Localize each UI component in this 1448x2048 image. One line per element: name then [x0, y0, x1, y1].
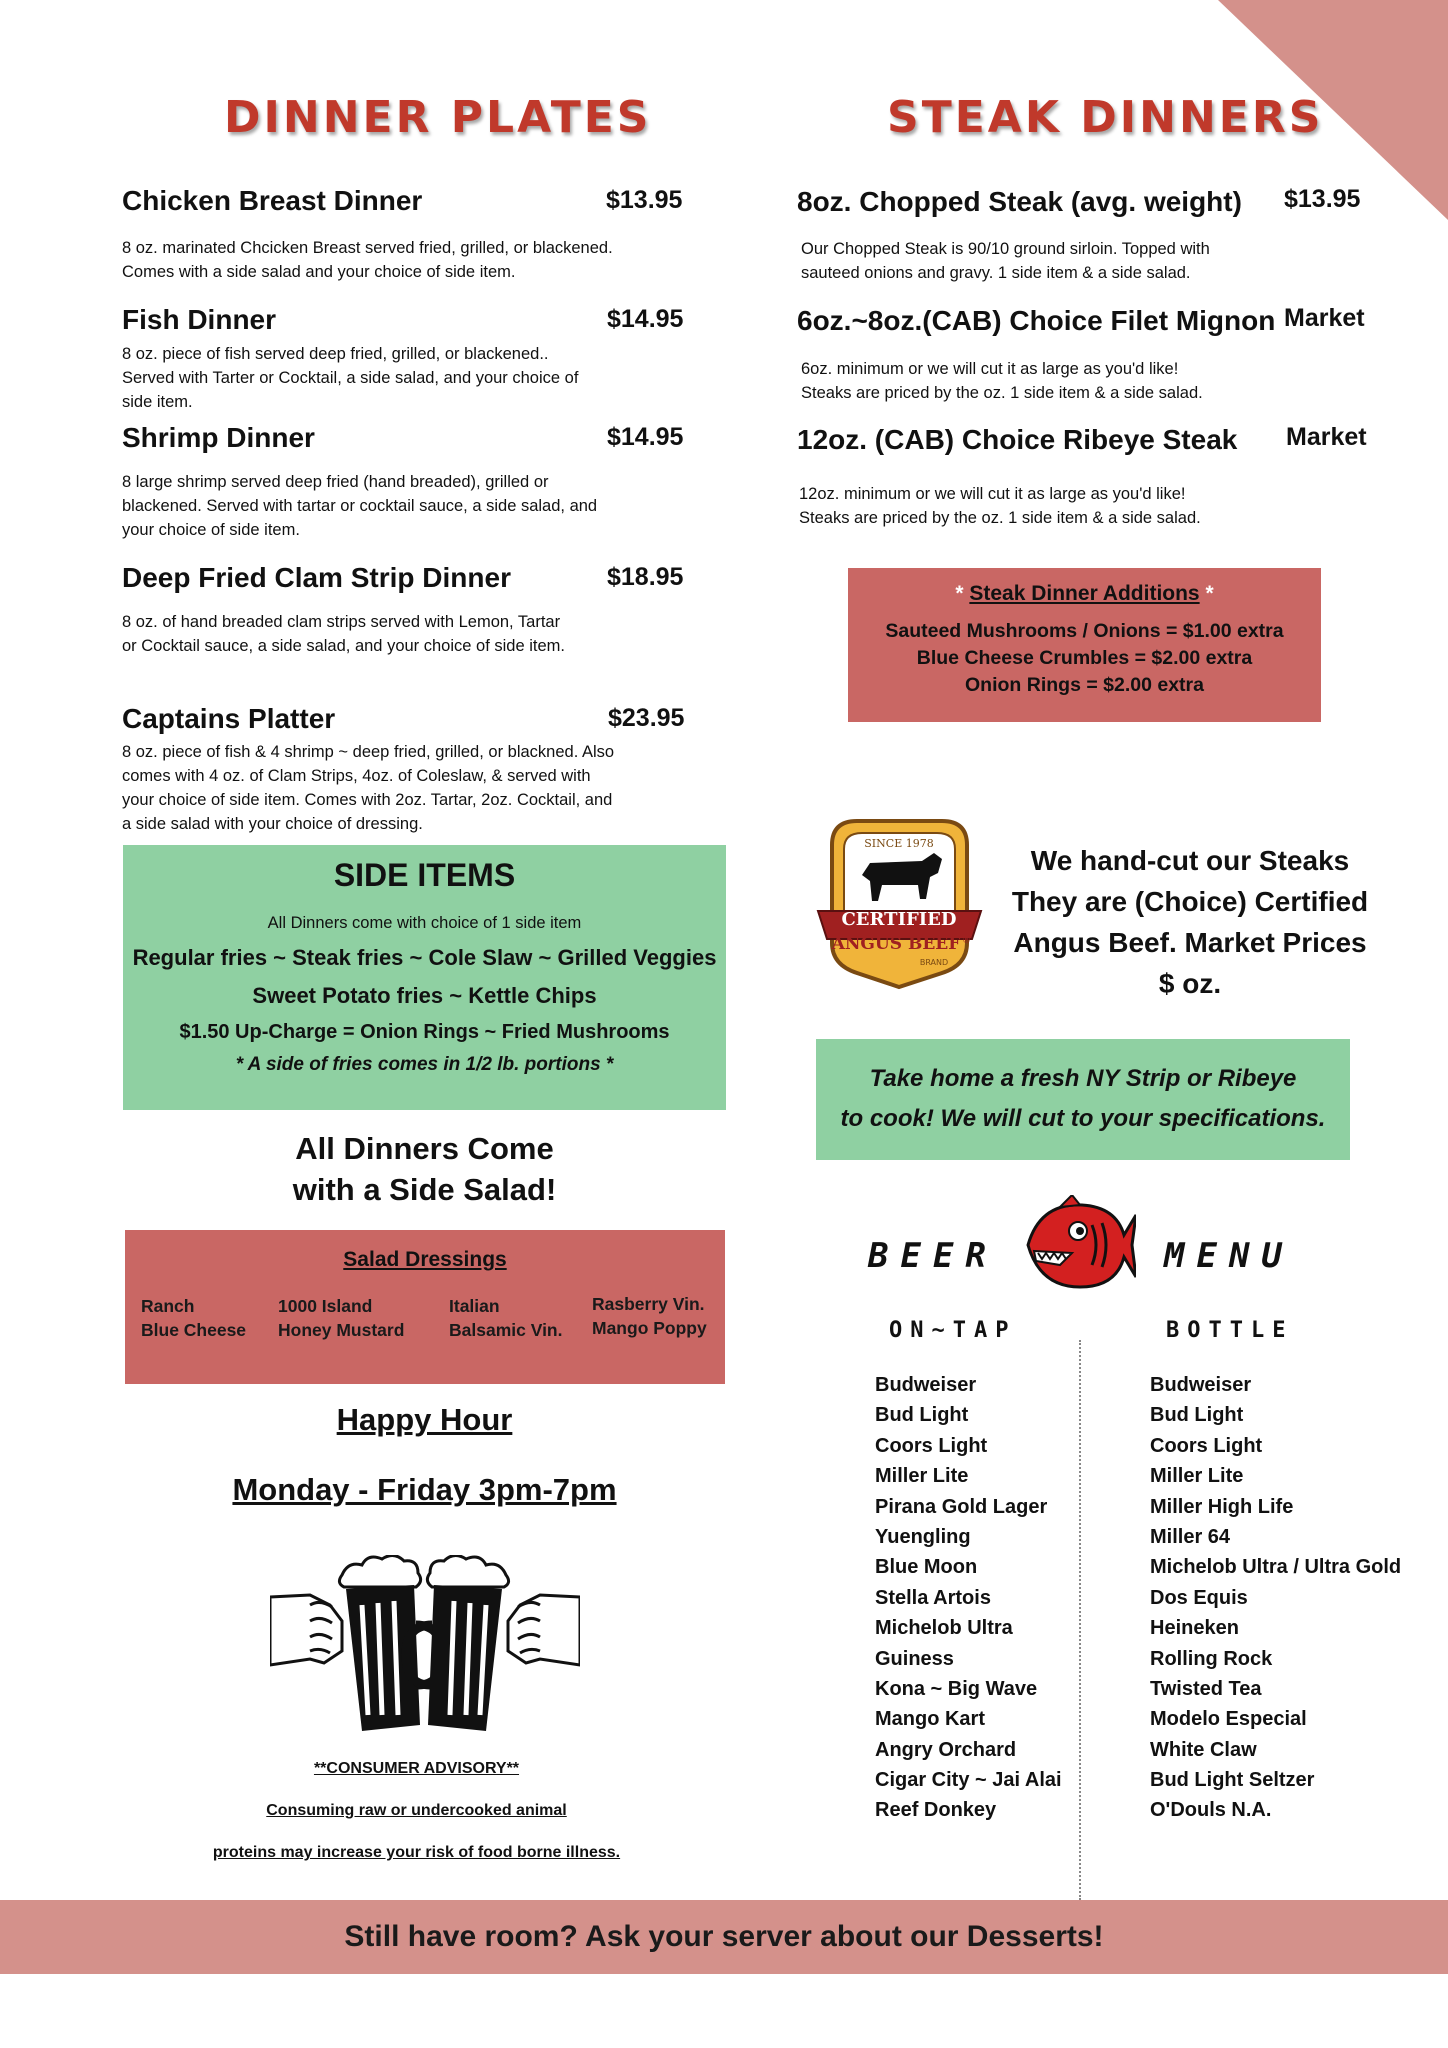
beer-toast-icon [270, 1555, 580, 1745]
steak-addition-item: Blue Cheese Crumbles = $2.00 extra [916, 647, 1253, 669]
angus-line: We hand-cut our Steaks [1030, 845, 1350, 876]
beer-item: Yuengling [875, 1525, 971, 1548]
happy-hour-hours: Monday - Friday 3pm-7pm [232, 1472, 617, 1507]
beer-item: Bud Light [875, 1404, 969, 1427]
menu-item-name: Chicken Breast Dinner [122, 185, 423, 216]
dressing-column [278, 1294, 404, 1342]
take-home-box [816, 1039, 1350, 1160]
menu-item-description: 6oz. minimum or we will cut it as large as you'd like! Steaks are priced by the oz. 1 side item & a side salad. [801, 360, 1203, 402]
beer-item: Rolling Rock [1150, 1647, 1273, 1670]
logo-brand-text: BRAND [919, 958, 949, 967]
beer-item: Miller High Life [1150, 1495, 1294, 1518]
beer-item: Miller Lite [1150, 1465, 1244, 1488]
beer-menu-title-right: MENU [1164, 1236, 1294, 1276]
salad-dressings-box [125, 1230, 725, 1384]
beer-item: Reef Donkey [875, 1799, 997, 1822]
menu-item-price: $18.95 [607, 563, 684, 591]
beer-item: Bud Light Seltzer [1150, 1769, 1315, 1792]
dressing-column [141, 1294, 246, 1342]
star-icon: * [955, 582, 964, 605]
star-icon: * [1205, 582, 1214, 605]
beer-item: Michelob Ultra / Ultra Gold [1150, 1556, 1402, 1579]
menu-item-price: $23.95 [608, 704, 685, 732]
beer-item: Stella Artois [875, 1586, 991, 1609]
menu-item-name: Shrimp Dinner [122, 422, 315, 453]
dressing-item: Balsamic Vin. [449, 1320, 563, 1340]
menu-item-description: 8 oz. piece of fish served deep fried, grilled, or blackened.. Served with Tarter or Cocktail, a side salad, and your choice of side item. [122, 345, 579, 411]
side-salad-line: All Dinners Come [295, 1131, 554, 1166]
take-home-line: to cook! We will cut to your specifications. [840, 1105, 1326, 1132]
steak-additions-list [848, 618, 1321, 699]
consumer-advisory-title: **CONSUMER ADVISORY** [313, 1760, 520, 1777]
beer-item: Mango Kart [875, 1708, 985, 1731]
menu-item-price: Market [1286, 423, 1367, 451]
happy-hour-title: Happy Hour [336, 1402, 513, 1437]
certified-angus-beef-logo [812, 815, 987, 990]
menu-item-name: Captains Platter [122, 703, 336, 734]
take-home-line: Take home a fresh NY Strip or Ribeye [869, 1065, 1297, 1092]
steak-additions-heading [848, 582, 1321, 606]
dressing-item: Mango Poppy [592, 1318, 707, 1338]
menu-item-price: Market [1284, 304, 1365, 332]
consumer-advisory-text: Consuming raw or undercooked animal [266, 1802, 567, 1819]
logo-registered-text: ® [962, 936, 971, 946]
side-items-title: SIDE ITEMS [333, 857, 516, 893]
dressing-item: Rasberry Vin. [592, 1294, 705, 1314]
angus-beef-text [1010, 840, 1370, 1004]
beer-item: Heineken [1150, 1617, 1239, 1640]
steak-dinners-title: STEAK DINNERS [887, 92, 1324, 143]
take-home-text [816, 1059, 1350, 1139]
desserts-footer-banner: Still have room? Ask your server about our Desserts! [0, 1900, 1448, 1974]
dressing-item: Honey Mustard [278, 1320, 405, 1340]
steak-addition-item: Sauteed Mushrooms / Onions = $1.00 extra [885, 620, 1284, 642]
beer-item: Miller 64 [1150, 1525, 1231, 1548]
logo-angus-text: ANGUS BEEF [831, 934, 961, 954]
consumer-advisory-text: proteins may increase your risk of food borne illness. [212, 1844, 621, 1861]
beer-item: Angry Orchard [875, 1738, 1017, 1761]
menu-item-description: Our Chopped Steak is 90/10 ground sirloin. Topped with sauteed onions and gravy. 1 side item & a side salad. [801, 240, 1210, 282]
beer-item: Cigar City ~ Jai Alai [875, 1769, 1062, 1792]
logo-since-text: SINCE 1978 [864, 837, 934, 850]
on-tap-label: ON~TAP [889, 1318, 1017, 1343]
dressing-item: Italian [449, 1296, 500, 1316]
steak-additions-box [848, 568, 1321, 722]
side-items-upcharge: $1.50 Up-Charge = Onion Rings ~ Fried Mushrooms [179, 1021, 670, 1043]
logo-certified-text: CERTIFIED [841, 909, 957, 930]
menu-item-description: 12oz. minimum or we will cut it as large as you'd like! Steaks are priced by the oz. 1 side item & a side salad. [799, 485, 1201, 527]
menu-item-name: Fish Dinner [122, 304, 277, 335]
side-items-line: Regular fries ~ Steak fries ~ Cole Slaw ~ Grilled Veggies [132, 945, 717, 970]
side-items-box [123, 845, 726, 1110]
salad-dressings-title: Salad Dressings [343, 1248, 507, 1271]
beer-item: Bud Light [1150, 1404, 1244, 1427]
menu-item-price: $13.95 [606, 186, 683, 214]
angus-line: $ oz. [1158, 968, 1222, 999]
steak-addition-item: Onion Rings = $2.00 extra [965, 674, 1204, 696]
on-tap-list [875, 1370, 1062, 1826]
piranha-fish-icon [1020, 1195, 1136, 1295]
bottle-label: BOTTLE [1166, 1318, 1294, 1343]
side-salad-line: with a Side Salad! [292, 1172, 557, 1207]
beer-menu-title-left: BEER [868, 1236, 998, 1276]
side-items-portion-note: * A side of fries comes in 1/2 lb. portions * [235, 1054, 614, 1075]
bottle-list [1150, 1370, 1401, 1826]
beer-item: Kona ~ Big Wave [875, 1677, 1038, 1700]
dressing-column [592, 1292, 707, 1340]
menu-item-name: 12oz. (CAB) Choice Ribeye Steak [797, 424, 1238, 455]
column-divider [1079, 1340, 1081, 1900]
menu-item-description: 8 oz. marinated Chcicken Breast served fried, grilled, or blackened. Comes with a side salad and your choice of side item. [122, 239, 613, 281]
menu-item-price: $14.95 [607, 305, 684, 333]
beer-item: Modelo Especial [1150, 1708, 1307, 1731]
menu-item-name: Deep Fried Clam Strip Dinner [122, 562, 511, 593]
steak-additions-title: Steak Dinner Additions [969, 582, 1200, 605]
side-salad-note [123, 1128, 726, 1210]
dressing-item: 1000 Island [278, 1296, 373, 1316]
beer-item: Guiness [875, 1647, 954, 1670]
angus-line: They are (Choice) Certified [1011, 886, 1369, 917]
dressing-item: Ranch [141, 1296, 195, 1316]
beer-item: Coors Light [1150, 1434, 1263, 1457]
beer-item: Budweiser [1150, 1374, 1252, 1396]
beer-item: Blue Moon [875, 1556, 978, 1579]
angus-line: Angus Beef. Market Prices [1013, 927, 1367, 958]
beer-item: Twisted Tea [1150, 1677, 1262, 1700]
dressing-item: Blue Cheese [141, 1320, 247, 1340]
beer-item: Pirana Gold Lager [875, 1495, 1048, 1518]
menu-item-description: 8 oz. of hand breaded clam strips served with Lemon, Tartar or Cocktail sauce, a side salad, and your choice of side item. [122, 613, 565, 655]
side-items-line: Sweet Potato fries ~ Kettle Chips [252, 983, 597, 1008]
menu-item-name: 8oz. Chopped Steak (avg. weight) [797, 186, 1242, 217]
beer-item: Budweiser [875, 1374, 977, 1396]
menu-item-description: 8 oz. piece of fish & 4 shrimp ~ deep fried, grilled, or blackned. Also comes with 4 oz. of Clam Strips, 4oz. of Coleslaw, & served with your choice of side item. Comes with 2oz. Tartar, 2oz. Cocktail, and a side salad with your choice of dressing. [122, 743, 615, 833]
menu-item-price: $13.95 [1284, 185, 1361, 213]
beer-item: Dos Equis [1150, 1586, 1248, 1609]
menu-item-description: 8 large shrimp served deep fried (hand breaded), grilled or blackened. Served with tartar or cocktail sauce, a side salad, and your choice of side item. [122, 473, 598, 539]
beer-item: Miller Lite [875, 1465, 969, 1488]
dressing-column [449, 1294, 563, 1342]
dinner-plates-title: DINNER PLATES [224, 92, 652, 143]
beer-item: O'Douls N.A. [1150, 1799, 1272, 1822]
beer-item: White Claw [1150, 1738, 1257, 1761]
menu-item-name: 6oz.~8oz.(CAB) Choice Filet Mignon [797, 305, 1276, 336]
menu-item-price: $14.95 [607, 423, 684, 451]
beer-item: Michelob Ultra [875, 1617, 1013, 1640]
side-items-note: All Dinners come with choice of 1 side item [267, 914, 582, 932]
beer-item: Coors Light [875, 1434, 988, 1457]
